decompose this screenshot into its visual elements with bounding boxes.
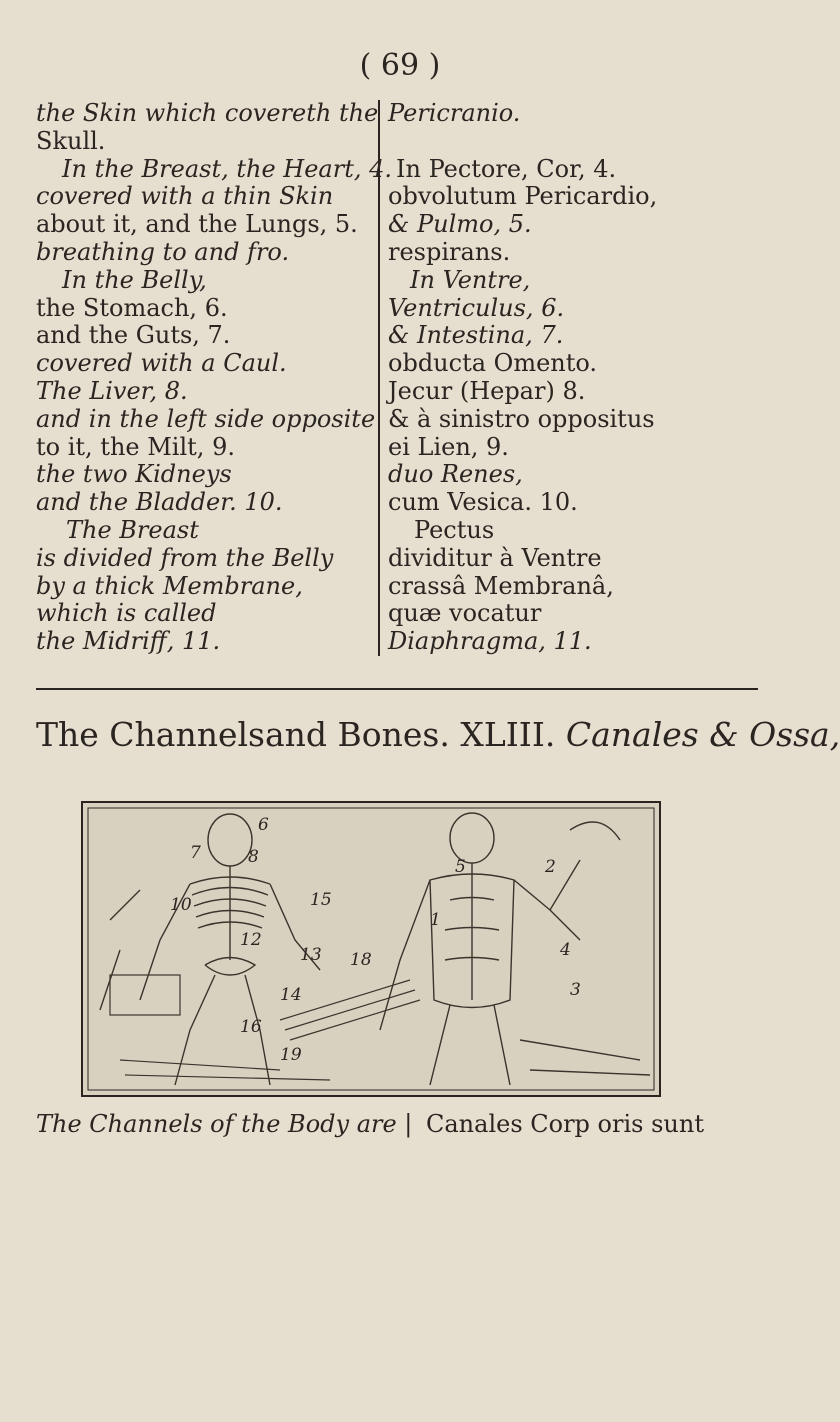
latin-line: Diaphragma, 11. [388,627,592,656]
english-line: In the Breast, the Heart, 4. [62,154,392,183]
english-line: covered with a Caul. [36,349,287,378]
latin-line: Ventriculus, 6. [388,293,565,322]
figure-label: 5 [455,857,466,877]
english-line: the two Kidneys [36,460,232,489]
figure-caption [36,1110,776,1138]
figure-label: 8 [248,847,259,867]
english-line: The Liver, 8. [36,376,188,405]
section-heading [36,715,840,754]
latin-line: In Ventre, [410,265,531,294]
english-line: and the Bladder. 10. [36,488,283,517]
english-line: In the Belly, [62,265,207,294]
latin-column [378,100,776,656]
heading-number: XLIII. [460,715,556,754]
english-line: and the Guts, 7. [36,321,231,350]
latin-line: dividitur à Ventre [388,543,602,572]
latin-line: In Pectore, Cor, 4. [396,154,617,183]
latin-line: obvolutum Pericardio, [388,182,658,211]
figure-label: 2 [545,857,556,877]
heading-english: The Channelsand Bones. [36,715,450,754]
caption-english: The Channels of the Body are | [36,1110,413,1138]
latin-line: duo Renes, [388,460,523,489]
figure-label: 12 [240,930,262,950]
latin-line: & Intestina, 7. [388,321,564,350]
english-line: about it, and the Lungs, 5. [36,210,358,239]
latin-line: crassâ Membranâ, [388,571,614,600]
figure-label: 19 [280,1045,302,1065]
english-line: The Breast [66,515,199,544]
english-line: breathing to and fro. [36,237,290,266]
latin-line: quæ vocatur [388,599,542,628]
latin-line: & à sinistro oppositus [388,404,655,433]
english-line: Skull. [36,126,106,155]
figure-label: 13 [300,945,322,965]
english-line: is divided from the Belly [36,543,334,572]
figure-label: 18 [350,950,372,970]
heading-latin: Canales & Ossa, [565,715,840,754]
figure-label: 7 [190,843,201,863]
section-divider [36,688,758,690]
latin-line: ei Lien, 9. [388,432,509,461]
figure-label: 3 [570,980,581,1000]
latin-line: & Pulmo, 5. [388,210,532,239]
english-line: the Skin which covereth the [36,99,379,127]
english-line: to it, the Milt, 9. [36,432,235,461]
english-column [36,99,392,656]
latin-line: cum Vesica. 10. [388,488,578,517]
latin-line: Pectus [414,515,495,544]
english-line: by a thick Membrane, [36,571,303,600]
anatomy-engraving [80,800,662,1098]
english-line: covered with a thin Skin [36,182,334,211]
latin-line: obducta Omento. [388,349,598,378]
figure-label: 1 [430,910,441,930]
english-line: and in the left side opposite [36,404,376,433]
text-columns [36,100,776,656]
latin-line: Pericranio. [388,99,521,127]
caption-latin: Canales Corp oris sunt [426,1110,704,1138]
figure-label: 14 [280,985,302,1005]
figure-label: 15 [310,890,332,910]
engraving-frame [82,802,660,1096]
figure-label: 16 [240,1017,262,1037]
english-line: which is called [36,599,217,628]
latin-line [388,128,776,156]
english-line: the Stomach, 6. [36,293,228,322]
english-line: the Midriff, 11. [36,627,221,656]
page-number: ( 69 ) [359,48,441,83]
figure-label: 4 [560,940,571,960]
figure-label: 10 [170,895,192,915]
latin-line: respirans. [388,237,511,266]
figure-label: 6 [258,815,269,835]
latin-line: Jecur (Hepar) 8. [388,376,586,405]
